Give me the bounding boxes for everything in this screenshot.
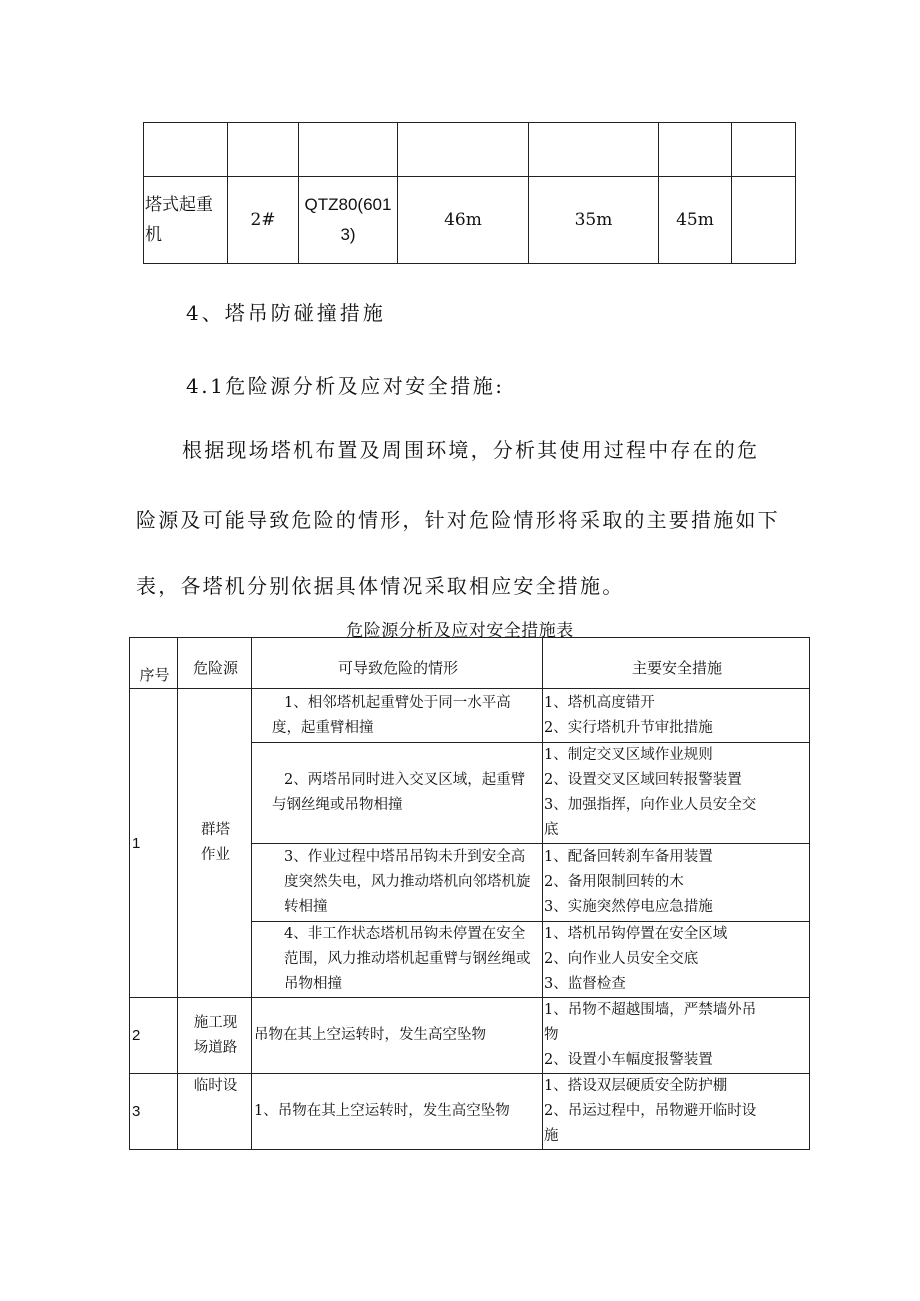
situation-line: 4、非工作状态塔机吊钩未停置在安全	[284, 926, 526, 942]
measures-cell	[543, 743, 810, 844]
measure-line: 2、向作业人员安全交底	[544, 951, 699, 967]
situation-line: 吊物相撞	[284, 976, 342, 992]
seq-cell: 1	[130, 689, 178, 998]
measure-line: 底	[544, 822, 559, 838]
source-cell	[178, 998, 252, 1074]
measures-cell	[543, 1074, 810, 1150]
measures-cell	[543, 689, 810, 743]
situation-line: 度突然失电，风力推动塔机向邻塔机旋	[284, 874, 531, 890]
measures-cell	[543, 844, 810, 922]
measure-line: 1、配备回转刹车备用装置	[544, 849, 713, 865]
equipment-table	[143, 122, 796, 264]
paragraph-line: 表，各塔机分别依据具体情况采取相应安全措施。	[136, 574, 625, 598]
situation-cell: 1、吊物在其上空运转时，发生高空坠物	[252, 1074, 543, 1150]
source-cell: 临时设	[178, 1074, 252, 1150]
measures-cell	[543, 998, 810, 1074]
equipment-model-line: 3)	[340, 225, 356, 244]
situation-cell	[252, 689, 543, 743]
equipment-model-cell	[299, 177, 398, 264]
table-cell	[299, 123, 398, 177]
measure-line: 1、塔机高度错开	[544, 694, 655, 711]
situation-cell	[252, 922, 543, 998]
equipment-name-line: 机	[145, 225, 162, 245]
measure-line: 1、吊物不超越围墙，严禁墙外吊	[544, 1002, 757, 1018]
measures-cell	[543, 922, 810, 998]
table-row	[130, 998, 810, 1074]
table-row	[130, 1074, 810, 1150]
table-cell	[732, 123, 796, 177]
equipment-number-cell: 2#	[228, 177, 299, 264]
measure-line: 3、加强指挥，向作业人员安全交	[544, 797, 757, 813]
situation-line: 度，起重臂相撞	[272, 719, 374, 736]
equipment-value-cell: 46m	[398, 177, 529, 264]
situation-line: 2、两塔吊同时进入交叉区域，起重臂	[284, 772, 526, 788]
measure-line: 施	[544, 1128, 559, 1144]
measure-line: 物	[544, 1027, 559, 1043]
equipment-name-line: 塔式起重	[145, 195, 213, 215]
equipment-value-cell: 35m	[529, 177, 659, 264]
equipment-value-cell	[732, 177, 796, 264]
hazard-table	[129, 637, 810, 1150]
table-cell	[228, 123, 299, 177]
source-cell	[178, 689, 252, 998]
header-measures: 主要安全措施	[543, 638, 810, 689]
table-row	[130, 689, 810, 743]
table-caption: 危险源分析及应对安全措施表	[346, 621, 574, 641]
situation-cell: 吊物在其上空运转时，发生高空坠物	[252, 998, 543, 1074]
measure-line: 2、吊运过程中，吊物避开临时设	[544, 1103, 757, 1119]
measure-line: 1、制定交叉区域作业规则	[544, 747, 713, 763]
source-line: 群塔	[201, 822, 230, 838]
situation-line: 3、作业过程中塔吊吊钩未升到安全高	[284, 849, 526, 865]
measure-line: 3、实施突然停电应急措施	[544, 899, 713, 915]
situation-line: 1、相邻塔机起重臂处于同一水平高	[284, 694, 511, 711]
paragraph-line: 根据现场塔机布置及周围环境，分析其使用过程中存在的危	[182, 438, 760, 462]
measure-line: 2、实行塔机升节审批措施	[544, 719, 713, 736]
source-line: 作业	[201, 847, 230, 863]
header-situation: 可导致危险的情形	[252, 638, 543, 689]
equipment-table-row	[144, 123, 796, 177]
situation-line: 范围，风力推动塔机起重臂与钢丝绳或	[284, 951, 531, 967]
table-cell	[144, 123, 228, 177]
measure-line: 2、设置小车幅度报警装置	[544, 1052, 713, 1068]
situation-line: 转相撞	[284, 899, 328, 915]
seq-cell: 2	[130, 998, 178, 1074]
table-cell	[529, 123, 659, 177]
header-seq: 序号	[130, 638, 178, 689]
hazard-table-header-row	[130, 638, 810, 689]
section-4-heading: 4、塔吊防碰撞措施	[186, 301, 386, 325]
seq-cell: 3	[130, 1074, 178, 1150]
table-cell	[398, 123, 529, 177]
source-line: 施工现	[193, 1014, 238, 1031]
measure-line: 3、监督检查	[544, 976, 626, 992]
measure-line: 2、备用限制回转的木	[544, 874, 684, 890]
situation-cell	[252, 743, 543, 844]
section-4-1-heading: 4.1危险源分析及应对安全措施:	[186, 374, 505, 398]
table-cell	[659, 123, 732, 177]
measure-line: 2、设置交叉区域回转报警装置	[544, 772, 742, 788]
equipment-model-line: QTZ80(601	[304, 195, 392, 214]
situation-line: 与钢丝绳或吊物相撞	[272, 797, 403, 813]
header-source: 危险源	[178, 638, 252, 689]
measure-line: 1、塔机吊钩停置在安全区域	[544, 926, 728, 942]
equipment-value-cell: 45m	[659, 177, 732, 264]
measure-line: 1、搭设双层硬质安全防护棚	[544, 1078, 728, 1094]
equipment-table-row	[144, 177, 796, 264]
situation-cell	[252, 844, 543, 922]
equipment-name-cell	[144, 177, 228, 264]
paragraph-line: 险源及可能导致危险的情形，针对危险情形将采取的主要措施如下	[136, 508, 780, 532]
source-line: 场道路	[193, 1039, 238, 1056]
